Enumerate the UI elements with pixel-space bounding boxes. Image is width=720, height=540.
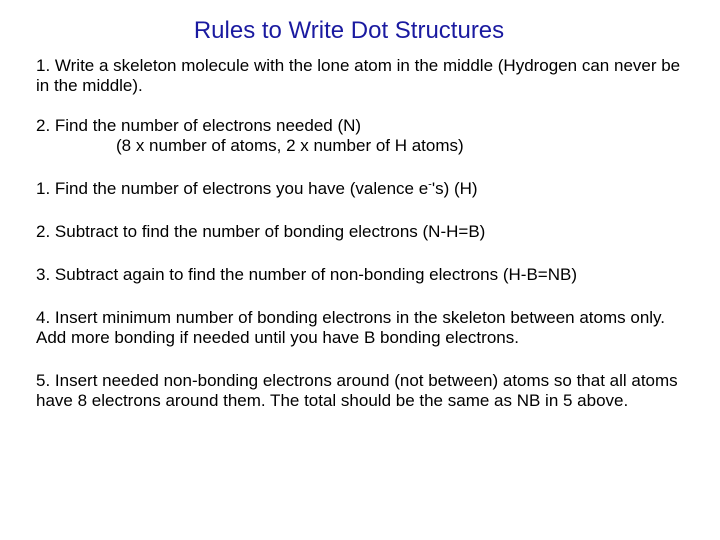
rule-item xyxy=(36,308,696,348)
rule-item xyxy=(36,116,696,156)
rule-item xyxy=(36,179,696,199)
rule-item xyxy=(36,222,696,242)
rule-superscript: - xyxy=(428,178,432,191)
rules-list xyxy=(36,56,696,411)
rule-text: 2. Find the number of electrons needed (N) xyxy=(36,116,362,135)
rule-text: 4. Insert minimum number of bonding electrons in the skeleton between atoms only. Add more bonding if needed until you have B bonding electrons. xyxy=(36,308,666,347)
slide-title: Rules to Write Dot Structures xyxy=(193,17,505,44)
rule-subtext: (8 x number of atoms, 2 x number of H atoms) xyxy=(116,136,464,155)
rule-text: 1. Write a skeleton molecule with the lone atom in the middle (Hydrogen can never be in the middle). xyxy=(36,56,681,95)
rule-text: 5. Insert needed non-bonding electrons around (not between) atoms so that all atoms have 8 electrons around them. The total should be the same as NB in 5 above. xyxy=(36,371,678,410)
rule-text-after: 's) (H) xyxy=(431,179,478,198)
rule-text: 1. Find the number of electrons you have (valence e xyxy=(36,179,429,198)
rule-item xyxy=(36,265,696,285)
rule-text: 3. Subtract again to find the number of non-bonding electrons (H-B=NB) xyxy=(36,265,578,284)
rule-item xyxy=(36,371,696,411)
rule-item xyxy=(36,56,696,96)
rule-text: 2. Subtract to find the number of bonding electrons (N-H=B) xyxy=(36,222,486,241)
